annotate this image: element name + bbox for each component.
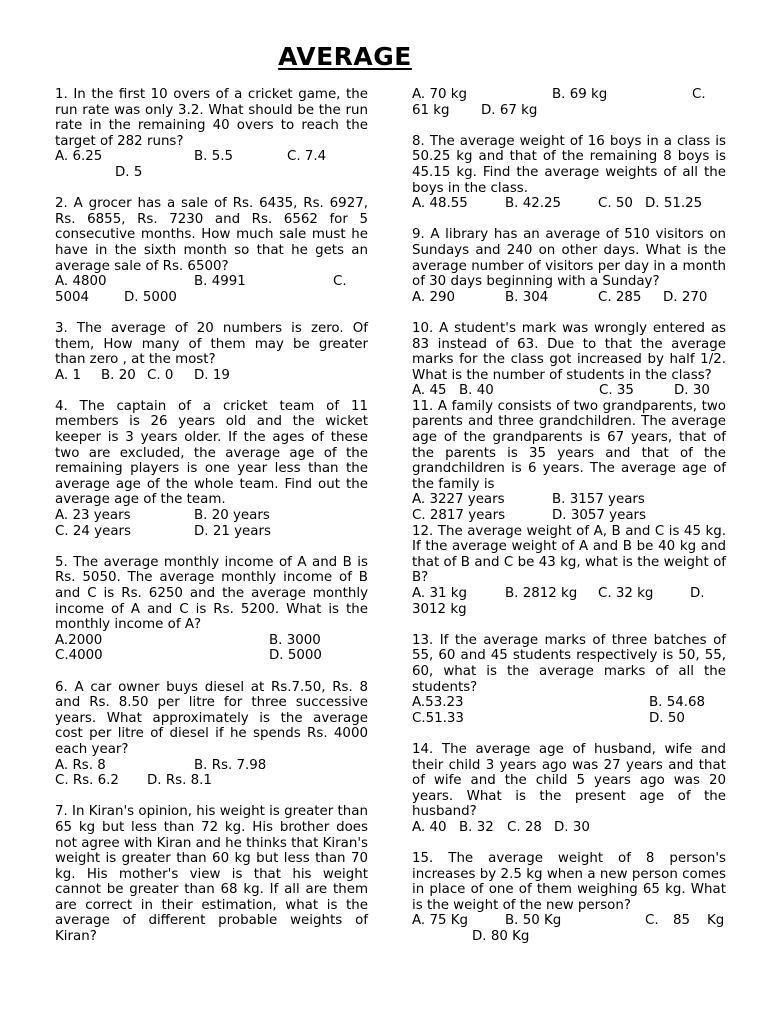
q9-option-b: B. 304 [505, 289, 549, 305]
q3-option-b: B. 20 [101, 367, 136, 383]
question-1-options-2 [55, 165, 368, 181]
q2-option-b: B. 4991 [194, 274, 246, 290]
q2-option-c-value: 5004 [55, 289, 90, 305]
q15-option-a: A. 75 Kg [412, 913, 469, 929]
question-14 [412, 742, 726, 836]
question-11 [412, 399, 726, 524]
question-13 [412, 633, 726, 727]
q7-option-b: B. 69 kg [552, 87, 608, 102]
q8-option-c: C. 50 [598, 196, 633, 212]
question-4 [55, 399, 368, 539]
q10-option-a: A. 45 [412, 383, 447, 399]
right-column [412, 87, 726, 945]
q7-option-d: D. 67 kg [481, 102, 538, 118]
question-15-options [412, 913, 726, 929]
question-2-options [55, 274, 368, 290]
q15-option-b: B. 50 Kg [505, 913, 562, 929]
question-1-options [55, 149, 368, 165]
question-13-options-2 [412, 711, 726, 727]
question-4-text: 4. The captain of a cricket team of 11 members is 26 years old and the wicket keeper is 3 years older. If the ages of these two are excluded, the average age of the remaining players is one year less than the average age of the whole team. Find out the average age of the team. [55, 398, 368, 508]
q15-option-c-unit: Kg [707, 913, 725, 929]
question-15-text: 15. The average weight of 8 person's increases by 2.5 kg when a new person comes in place of one of them weighing 65 kg. What is the weight of the new person? [412, 851, 726, 913]
question-2-text: 2. A grocer has a sale of Rs. 6435, Rs. 6927, Rs. 6855, Rs. 7230 and Rs. 6562 for 5 consecutive months. How much sale must he have in the sixth month so that he gets an average sale of Rs. 6500? [55, 196, 368, 274]
question-9 [412, 227, 726, 305]
question-5-text: 5. The average monthly income of A and B is Rs. 5050. The average monthly income of B and C is Rs. 6250 and the average monthly income of A and C is Rs. 5200. What is the monthly income of A? [55, 554, 368, 633]
q3-option-a: A. 1 [55, 367, 81, 383]
question-8-text: 8. The average weight of 16 boys in a class is 50.25 kg and that of the remaining 8 boys is 45.15 kg. Find the average weights of all the boys in the class. [412, 133, 726, 196]
q13-option-c: C.51.33 [412, 710, 464, 726]
q3-option-d: D. 19 [194, 367, 230, 383]
q5-option-d: D. 5000 [269, 648, 322, 664]
q14-option-c: C. 28 [507, 819, 542, 835]
question-14-text: 14. The average age of husband, wife and their child 3 years ago was 27 years and that of wife and the child 5 years ago was 20 years. What is the present age of the husband? [412, 741, 726, 820]
q14-option-b: B. 32 [459, 819, 494, 835]
q1-option-a: A. 6.25 [55, 149, 103, 165]
q5-option-c: C.4000 [55, 648, 103, 664]
question-12 [412, 524, 726, 618]
q1-option-b: B. 5.5 [194, 149, 233, 165]
q6-option-b: B. Rs. 7.98 [194, 757, 267, 773]
q2-option-c-label: C. [333, 274, 347, 290]
question-4-options-2 [55, 524, 368, 540]
question-15-options-2 [412, 929, 726, 945]
q8-option-b: B. 42.25 [505, 196, 562, 212]
q4-option-b: B. 20 years [194, 508, 270, 524]
q5-option-b: B. 3000 [269, 632, 321, 648]
question-7-options-2 [412, 103, 726, 119]
question-8-options [412, 196, 726, 212]
question-3-text: 3. The average of 20 numbers is zero. Of them, How many of them may be greater than zero , at the most? [55, 320, 368, 368]
q11-option-b: B. 3157 years [552, 492, 645, 508]
question-3-options [55, 368, 368, 384]
question-7-options-block [412, 87, 726, 118]
question-5-options-2 [55, 648, 368, 664]
q6-option-c: C. Rs. 6.2 [55, 773, 119, 789]
question-10-text: 10. A student's mark was wrongly entered as 83 instead of 63. Due to that the average marks for the class got increased by half 1/2. What is the number of students in the class? [412, 320, 726, 383]
question-9-text: 9. A library has an average of 510 visitors on Sundays and 240 on other days. What is the average number of visitors per day in a month of 30 days beginning with a Sunday? [412, 227, 726, 290]
q15-option-c-label: C. [645, 913, 659, 929]
q8-option-a: A. 48.55 [412, 196, 468, 212]
question-2 [55, 196, 368, 305]
question-4-options [55, 508, 368, 524]
q2-option-d: D. 5000 [124, 289, 177, 305]
q7-option-c-label: C. [692, 87, 706, 102]
q2-option-a: A. 4800 [55, 274, 107, 290]
question-7-options [412, 87, 726, 103]
q7-option-a: A. 70 kg [412, 87, 467, 102]
q14-option-a: A. 40 [412, 819, 447, 835]
q4-option-a: A. 23 years [55, 508, 131, 524]
question-9-options [412, 290, 726, 306]
q12-option-d-label: D. [690, 586, 705, 601]
q9-option-a: A. 290 [412, 289, 455, 305]
question-13-text: 13. If the average marks of three batches of 55, 60 and 45 students respectively is 50, 55, 60, what is the average marks of all the students? [412, 632, 726, 695]
q1-option-c: C. 7.4 [287, 149, 327, 165]
q6-option-a: A. Rs. 8 [55, 757, 106, 773]
q10-option-d: D. 30 [674, 383, 710, 399]
q4-option-c: C. 24 years [55, 523, 132, 539]
q5-option-a: A.2000 [55, 632, 103, 648]
question-11-text: 11. A family consists of two grandparents, two parents and three grandchildren. The average age of the grandparents is 67 years, that of the parents is 35 years and that of the grandchildren is 6 years. The average age of the family is [412, 398, 726, 492]
left-column [55, 87, 368, 945]
q3-option-c: C. 0 [147, 367, 174, 383]
q9-option-d: D. 270 [663, 289, 708, 305]
question-15 [412, 851, 726, 945]
q10-option-c: C. 35 [599, 383, 634, 399]
question-11-options [412, 492, 726, 508]
q4-option-d: D. 21 years [194, 523, 271, 539]
question-6-options-2 [55, 773, 368, 789]
question-8 [412, 134, 726, 212]
q14-option-d: D. 30 [554, 819, 590, 835]
question-5 [55, 555, 368, 664]
q11-option-c: C. 2817 years [412, 508, 506, 524]
q1-option-d: D. 5 [115, 164, 143, 180]
q13-option-a: A.53.23 [412, 695, 464, 711]
q13-option-b: B. 54.68 [649, 695, 706, 711]
q15-option-d: D. 80 Kg [472, 929, 530, 945]
q13-option-d: D. 50 [649, 710, 685, 726]
q15-option-c-value: 85 [673, 913, 691, 929]
q6-option-d: D. Rs. 8.1 [147, 773, 212, 789]
question-6-text: 6. A car owner buys diesel at Rs.7.50, Rs. 8 and Rs. 8.50 per litre for three successive years. What approximately is the average cost per litre of diesel if he spends Rs. 4000 each year? [55, 679, 368, 757]
question-1 [55, 87, 368, 181]
question-12-text: 12. The average weight of A, B and C is 45 kg. If the average weight of A and B be 40 kg and that of B and C be 43 kg, what is the weight of B? [412, 523, 726, 586]
q12-option-d-value: 3012 kg [412, 601, 467, 617]
question-12-options [412, 586, 726, 602]
question-6-options [55, 758, 368, 774]
question-1-text: 1. In the first 10 overs of a cricket game, the run rate was only 3.2. What should be the run rate in the remaining 40 overs to reach the target of 282 runs? [55, 87, 368, 149]
q10-option-b: B. 40 [459, 383, 494, 399]
question-2-options-2 [55, 290, 368, 306]
question-11-options-2 [412, 508, 726, 524]
q8-option-d: D. 51.25 [645, 196, 703, 212]
question-14-options [412, 820, 726, 836]
question-12-options-2 [412, 602, 726, 618]
question-6 [55, 680, 368, 789]
question-10-options [412, 383, 726, 399]
q9-option-c: C. 285 [598, 289, 642, 305]
question-7-text: 7. In Kiran's opinion, his weight is greater than 65 kg but less than 72 kg. His brother does not agree with Kiran and he thinks that Kiran's weight is greater than 60 kg but less than 70 kg. His mother's view is that his weight cannot be greater than 68 kg. If all are them are correct in their estimation, what is the average of different probable weights of Kiran? [55, 804, 368, 945]
q11-option-d: D. 3057 years [552, 508, 647, 524]
q12-option-a: A. 31 kg [412, 586, 467, 601]
page-title: AVERAGE [278, 42, 412, 71]
question-13-options [412, 695, 726, 711]
q12-option-c: C. 32 kg [598, 586, 654, 601]
q12-option-b: B. 2812 kg [505, 586, 578, 601]
question-5-options [55, 633, 368, 649]
question-10 [412, 321, 726, 399]
question-3 [55, 321, 368, 383]
q11-option-a: A. 3227 years [412, 492, 505, 508]
question-7 [55, 804, 368, 944]
q7-option-c-value: 61 kg [412, 102, 450, 118]
